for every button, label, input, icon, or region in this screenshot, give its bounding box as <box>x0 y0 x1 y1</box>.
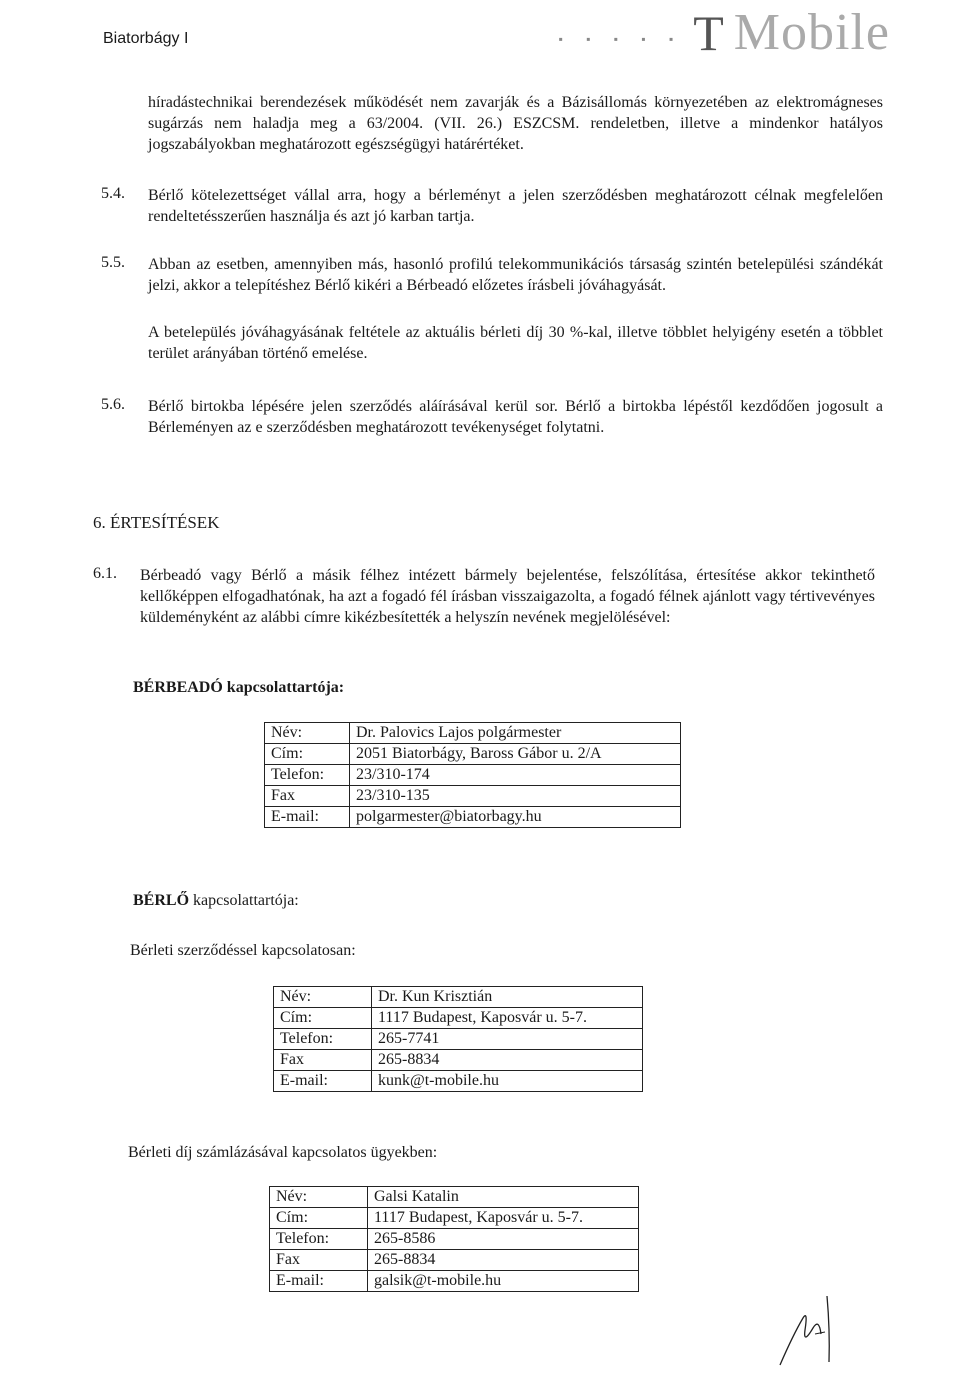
contact-label: Cím: <box>265 744 350 765</box>
handwritten-initials <box>775 1290 845 1370</box>
table-row <box>270 1250 639 1271</box>
contact-label: Telefon: <box>270 1229 368 1250</box>
section-5-4-text: Bérlő kötelezettséget vállal arra, hogy a bérleményt a jelen szerződésben meghatározott célnak megfelelően rendeltetésszerűen használja és azt jó karban tartja. <box>148 187 883 225</box>
berbeado-title-bold: BÉRBEADÓ <box>133 679 223 696</box>
table-row <box>265 786 681 807</box>
berbeado-contact-title <box>133 679 344 697</box>
section-5-5-text-b: A betelepülés jóváhagyásának feltétele az aktuális bérleti díj 30 %-kal, illetve többlet helyigény esetén a többlet terület arányában történő emelése. <box>148 324 883 362</box>
t-mobile-logo <box>558 4 890 61</box>
table-row <box>274 987 643 1008</box>
contact-value: 265-8834 <box>368 1250 639 1271</box>
contact-label: Cím: <box>270 1208 368 1229</box>
section-6-1-text: Bérbeadó vagy Bérlő a másik félhez intézett bármely bejelentése, felszólítása, értesítése akkor tekinthető kellőképpen elfogadhatónak, ha azt a fogadó fél írásban visszaigazolta, a fogadó félnek ajánlott vagy tértivevényes küldeményként az alábbi címre kikézbesítették a helyszín nevének megjelölésével: <box>140 567 875 626</box>
table-row <box>270 1187 639 1208</box>
berbeado-contact-table <box>264 722 681 828</box>
contact-label: Fax <box>270 1250 368 1271</box>
contact-label: Telefon: <box>274 1029 372 1050</box>
contact-label: Fax <box>274 1050 372 1071</box>
contact-label: Név: <box>265 723 350 744</box>
section-6-heading: 6. ÉRTESÍTÉSEK <box>93 513 220 532</box>
contact-value: galsik@t-mobile.hu <box>368 1271 639 1292</box>
section-5-6-text: Bérlő birtokba lépésére jelen szerződés aláírásával kerül sor. Bérlő a birtokba lépéstől kezdődően jogosult a Bérleményen az e szerződésben meghatározott tevékenységet folytatni. <box>148 398 883 436</box>
contact-label: Telefon: <box>265 765 350 786</box>
table-row <box>274 1071 643 1092</box>
contact-value: 265-8834 <box>372 1050 643 1071</box>
contact-label: E-mail: <box>274 1071 372 1092</box>
contact-label: E-mail: <box>270 1271 368 1292</box>
contact-label: Cím: <box>274 1008 372 1029</box>
logo-dots: ▪ ▪ ▪ ▪ ▪ <box>558 32 684 46</box>
logo-t: T <box>693 5 724 61</box>
berlo-subheading-contract: Bérleti szerződéssel kapcsolatosan: <box>130 942 356 959</box>
contact-value: 23/310-135 <box>350 786 681 807</box>
berlo-contract-contact-table <box>273 986 643 1092</box>
table-row <box>265 723 681 744</box>
berlo-contact-title <box>133 892 299 910</box>
contact-value: 265-7741 <box>372 1029 643 1050</box>
table-row <box>265 744 681 765</box>
berlo-title-rest: kapcsolattartója: <box>189 892 299 909</box>
section-5-6-number: 5.6. <box>101 396 125 413</box>
contact-label: Név: <box>274 987 372 1008</box>
berlo-billing-contact-table <box>269 1186 639 1292</box>
section-5-4-number: 5.4. <box>101 185 125 202</box>
contact-label: Név: <box>270 1187 368 1208</box>
section-6-1-number: 6.1. <box>93 565 117 582</box>
berlo-title-bold: BÉRLŐ <box>133 892 190 909</box>
contact-value: 265-8586 <box>368 1229 639 1250</box>
table-row <box>274 1050 643 1071</box>
contact-value: Dr. Palovics Lajos polgármester <box>350 723 681 744</box>
table-row <box>274 1008 643 1029</box>
table-row <box>274 1029 643 1050</box>
contact-value: 1117 Budapest, Kaposvár u. 5-7. <box>368 1208 639 1229</box>
contact-label: E-mail: <box>265 807 350 828</box>
contact-value: 23/310-174 <box>350 765 681 786</box>
page-header-left: Biatorbágy I <box>103 30 189 47</box>
contact-value: 2051 Biatorbágy, Baross Gábor u. 2/A <box>350 744 681 765</box>
contact-value: Galsi Katalin <box>368 1187 639 1208</box>
contact-value: 1117 Budapest, Kaposvár u. 5-7. <box>372 1008 643 1029</box>
contact-label: Fax <box>265 786 350 807</box>
table-row <box>265 807 681 828</box>
table-row <box>270 1271 639 1292</box>
section-5-5-number: 5.5. <box>101 254 125 271</box>
table-row <box>270 1229 639 1250</box>
berlo-subheading-billing: Bérleti díj számlázásával kapcsolatos ügyekben: <box>128 1144 438 1161</box>
contact-value: Dr. Kun Krisztián <box>372 987 643 1008</box>
contact-value: kunk@t-mobile.hu <box>372 1071 643 1092</box>
intro-paragraph: híradástechnikai berendezések működését nem zavarják és a Bázisállomás környezetében az elektromágneses sugárzás nem haladja meg a 63/2004. (VII. 26.) ESZCSM. rendeletben, illetve a mindenkor hatályos jogszabályokban meghatározott egészségügyi határértéket. <box>148 94 883 153</box>
logo-text: Mobile <box>733 4 890 61</box>
table-row <box>265 765 681 786</box>
section-5-5-text-a: Abban az esetben, amennyiben más, hasonló profilú telekommunikációs társaság szintén betelepülési szándékát jelzi, akkor a telepítéshez Bérlő kikéri a Bérbeadó előzetes írásbeli jóváhagyását. <box>148 256 883 294</box>
contact-value: polgarmester@biatorbagy.hu <box>350 807 681 828</box>
table-row <box>270 1208 639 1229</box>
berbeado-title-rest: kapcsolattartója: <box>222 679 345 696</box>
